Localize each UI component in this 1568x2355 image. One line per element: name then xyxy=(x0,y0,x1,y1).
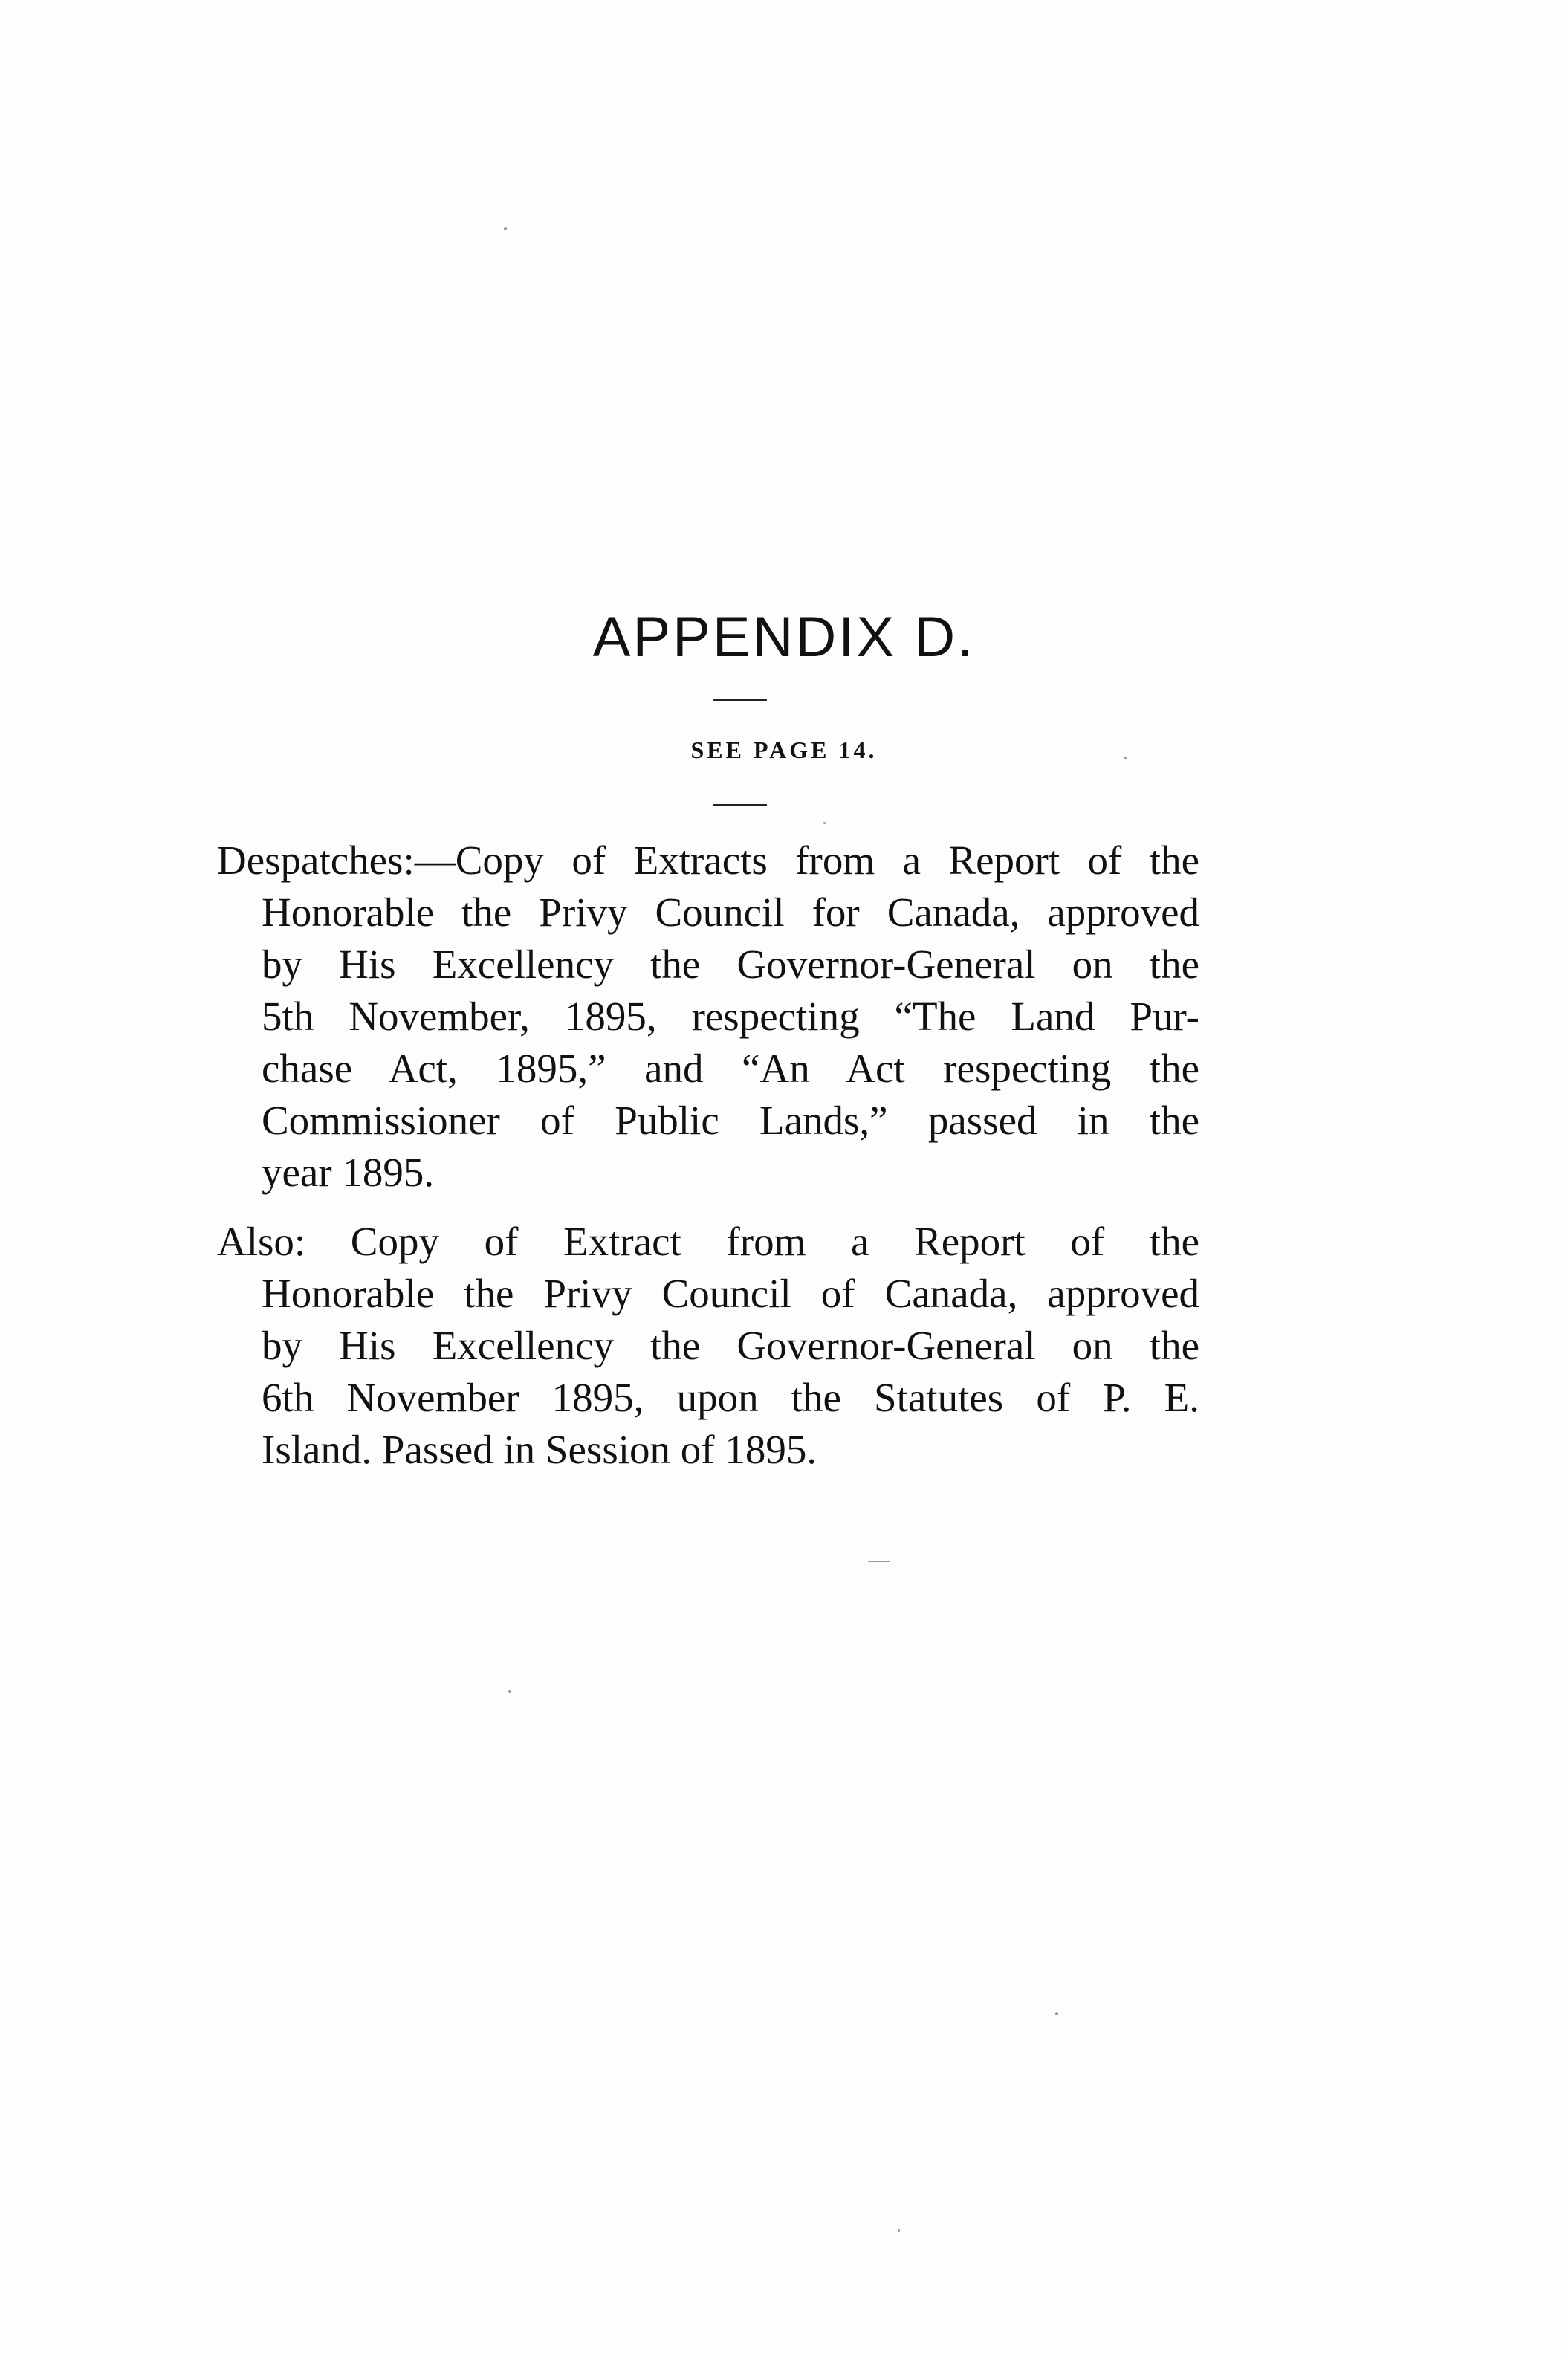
divider-rule-bottom xyxy=(713,804,767,806)
scan-speck xyxy=(1055,2012,1058,2015)
entry-line: Honorable the Privy Council for Canada, approved xyxy=(262,890,1199,935)
entry-line: Despatches:—Copy of Extracts from a Report of the xyxy=(217,838,1199,883)
entry-line: 5th November, 1895, respecting “The Land Pur- xyxy=(262,994,1199,1039)
scan-speck xyxy=(508,1690,511,1693)
scan-speck xyxy=(868,1561,890,1562)
scan-speck xyxy=(898,2229,900,2232)
entry-line: by His Excellency the Governor-General on the xyxy=(262,1323,1199,1368)
despatches-entry xyxy=(217,835,1199,1199)
entry-line: by His Excellency the Governor-General on the xyxy=(262,942,1199,987)
see-page-reference: SEE PAGE 14. xyxy=(690,736,878,763)
entry-line: Island. Passed in Session of 1895. xyxy=(262,1427,817,1472)
entry-line: 6th November 1895, upon the Statutes of P. E. xyxy=(262,1375,1199,1420)
entry-line: Commissioner of Public Lands,” passed in the xyxy=(262,1098,1199,1143)
entry-line: Also: Copy of Extract from a Report of the xyxy=(217,1219,1199,1264)
scan-speck xyxy=(823,822,826,824)
entry-line: year 1895. xyxy=(262,1150,435,1195)
scan-speck xyxy=(1124,757,1127,759)
appendix-title: APPENDIX D. xyxy=(592,606,976,669)
also-entry xyxy=(217,1216,1199,1476)
entry-line: Honorable the Privy Council of Canada, approved xyxy=(262,1271,1199,1316)
entry-line: chase Act, 1895,” and “An Act respecting the xyxy=(262,1046,1199,1091)
scan-speck xyxy=(504,227,507,230)
divider-rule-top xyxy=(713,699,767,701)
